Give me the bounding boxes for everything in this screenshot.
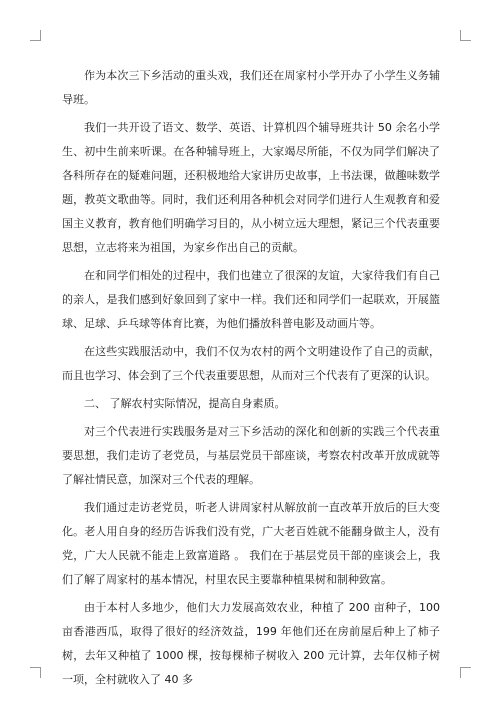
paragraph-7: 由于本村人多地少，他们大力发展高效农业，种植了 200 亩种子，100 亩香港西瓜，取得了很好的经济效益，199 年他们还在房前屋后种上了柿子树，去年又种植了 1000 棵，按每棵柿子树收入 200 元计算，去年仅柿子树一项，全村就收入了 40 多	[62, 601, 440, 686]
crop-mark-top-right	[460, 30, 471, 41]
paragraph-3: 在和同学们相处的过程中，我们也建立了很深的友谊，大家待我们有自己的亲人，是我们感到好象回到了家中一样。我们还和同学们一起联欢，开展篮球、足球、乒乓球等体育比赛，为他们播放科普电影及动画片等。	[62, 269, 440, 330]
paragraph-6: 我们通过走访老党员，听老人讲周家村从解放前一直改革开放后的巨大变化。老人用自身的经历告诉我们没有党，广大老百姓就不能翻身做主人，没有党，广大人民就不能走上致富道路 。 我们在于基层党员干部的座谈会上，我们了解了周家村的基本情况，村里农民主要靠种植果树和制种致富。	[62, 501, 440, 586]
document-body	[62, 64, 440, 696]
section-heading-2: 二、 了解农村实际情况，提高自身素质。	[84, 397, 286, 410]
crop-mark-top-left	[30, 30, 41, 41]
crop-mark-bottom-left	[30, 667, 41, 678]
paragraph-4: 在这些实践服活动中，我们不仅为农村的两个文明建设作了自己的贡献，而且也学习、体会到了三个代表重要思想，从而对三个代表有了更深的认识。	[62, 345, 440, 382]
paragraph-2: 我们一共开设了语文、数学、英语、计算机四个辅导班共计 50 余名小学生、初中生前来听课。在各种辅导班上，大家竭尽所能，不仅为同学们解决了各科所存在的疑难问题，还积极地给大家讲历史故事，上书法课，做趣味数学题，教英文歌曲等。同时，我们还利用各种机会对同学们进行人生观教育和爱国主义教育，教育他们明确学习目的，从小树立远大理想，紧记三个代表重要思想，立志将来为祖国，为家乡作出自己的贡献。	[62, 121, 440, 254]
crop-mark-bottom-right	[460, 667, 471, 678]
paragraph-5: 对三个代表进行实践服务是对三下乡活动的深化和创新的实践三个代表重要思想，我们走访了老党员，与基层党员干部座谈，考察农村改革开放成就等了解社情民意，加深对三个代表的理解。	[62, 425, 440, 486]
paragraph-1: 作为本次三下乡活动的重头戏，我们还在周家村小学开办了小学生义务辅导班。	[62, 69, 440, 106]
